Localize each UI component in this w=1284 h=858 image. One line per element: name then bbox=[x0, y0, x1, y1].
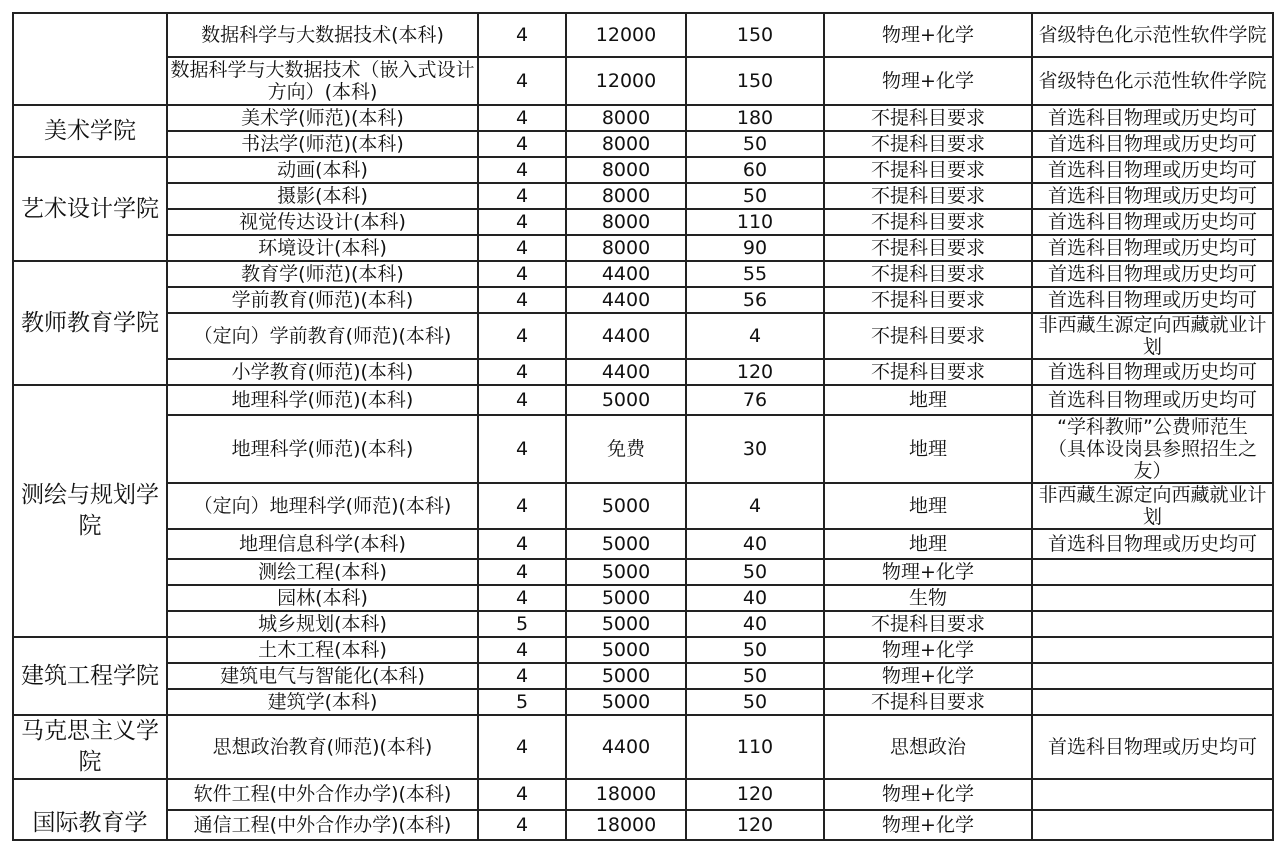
table-row bbox=[13, 359, 1273, 385]
major-cell: 建筑电气与智能化(本科) bbox=[167, 663, 478, 689]
years-cell: 4 bbox=[478, 359, 566, 385]
plan-cell: 50 bbox=[686, 183, 824, 209]
fee-cell: 18000 bbox=[566, 779, 686, 810]
plan-cell: 110 bbox=[686, 715, 824, 779]
college-cell: 教师教育学院 bbox=[13, 261, 167, 385]
years-cell: 4 bbox=[478, 715, 566, 779]
subject-cell: 不提科目要求 bbox=[824, 611, 1032, 637]
table-row bbox=[13, 483, 1273, 529]
note-cell bbox=[1032, 810, 1273, 841]
note-cell bbox=[1032, 559, 1273, 585]
table-row bbox=[13, 689, 1273, 715]
subject-cell: 物理+化学 bbox=[824, 559, 1032, 585]
major-cell: 美术学(师范)(本科) bbox=[167, 105, 478, 131]
college-cell: 建筑工程学院 bbox=[13, 637, 167, 715]
fee-cell: 4400 bbox=[566, 313, 686, 359]
plan-cell: 50 bbox=[686, 131, 824, 157]
note-line: （具体设岗县参照招生之友） bbox=[1047, 438, 1257, 482]
fee-cell: 8000 bbox=[566, 235, 686, 261]
plan-cell: 60 bbox=[686, 157, 824, 183]
table-row bbox=[13, 559, 1273, 585]
table-row bbox=[13, 415, 1273, 483]
years-cell: 5 bbox=[478, 611, 566, 637]
note-cell: 省级特色化示范性软件学院 bbox=[1032, 13, 1273, 57]
fee-cell: 5000 bbox=[566, 585, 686, 611]
note-cell: 首选科目物理或历史均可 bbox=[1032, 209, 1273, 235]
table-row bbox=[13, 13, 1273, 57]
years-cell: 4 bbox=[478, 779, 566, 810]
subject-cell: 物理+化学 bbox=[824, 13, 1032, 57]
plan-cell: 50 bbox=[686, 663, 824, 689]
years-cell: 4 bbox=[478, 313, 566, 359]
table-row bbox=[13, 611, 1273, 637]
table-row bbox=[13, 157, 1273, 183]
plan-cell: 56 bbox=[686, 287, 824, 313]
major-cell: 教育学(师范)(本科) bbox=[167, 261, 478, 287]
fee-cell: 18000 bbox=[566, 810, 686, 841]
fee-cell: 5000 bbox=[566, 611, 686, 637]
years-cell: 4 bbox=[478, 663, 566, 689]
table-row bbox=[13, 585, 1273, 611]
subject-cell: 不提科目要求 bbox=[824, 131, 1032, 157]
subject-cell: 不提科目要求 bbox=[824, 105, 1032, 131]
note-cell bbox=[1032, 663, 1273, 689]
major-cell: （定向）地理科学(师范)(本科) bbox=[167, 483, 478, 529]
years-cell: 4 bbox=[478, 157, 566, 183]
note-line: “学科教师”公费师范生 bbox=[1057, 416, 1248, 438]
table-row bbox=[13, 131, 1273, 157]
subject-cell: 物理+化学 bbox=[824, 637, 1032, 663]
plan-cell: 4 bbox=[686, 313, 824, 359]
plan-cell: 150 bbox=[686, 13, 824, 57]
major-cell: 动画(本科) bbox=[167, 157, 478, 183]
fee-cell: 免费 bbox=[566, 415, 686, 483]
major-cell: 建筑学(本科) bbox=[167, 689, 478, 715]
years-cell: 5 bbox=[478, 689, 566, 715]
note-cell bbox=[1032, 637, 1273, 663]
note-cell: 非西藏生源定向西藏就业计划 bbox=[1032, 313, 1273, 359]
note-cell bbox=[1032, 415, 1273, 483]
fee-cell: 5000 bbox=[566, 559, 686, 585]
plan-cell: 30 bbox=[686, 415, 824, 483]
table-row bbox=[13, 810, 1273, 841]
years-cell: 4 bbox=[478, 13, 566, 57]
fee-cell: 5000 bbox=[566, 483, 686, 529]
major-cell: 数据科学与大数据技术(本科) bbox=[167, 13, 478, 57]
note-cell: 首选科目物理或历史均可 bbox=[1032, 385, 1273, 415]
subject-cell: 不提科目要求 bbox=[824, 261, 1032, 287]
years-cell: 4 bbox=[478, 209, 566, 235]
years-cell: 4 bbox=[478, 585, 566, 611]
note-cell: 首选科目物理或历史均可 bbox=[1032, 287, 1273, 313]
fee-cell: 12000 bbox=[566, 13, 686, 57]
note-cell: 首选科目物理或历史均可 bbox=[1032, 131, 1273, 157]
fee-cell: 12000 bbox=[566, 57, 686, 105]
years-cell: 4 bbox=[478, 415, 566, 483]
major-cell: 土木工程(本科) bbox=[167, 637, 478, 663]
years-cell: 4 bbox=[478, 287, 566, 313]
note-cell: 首选科目物理或历史均可 bbox=[1032, 235, 1273, 261]
fee-cell: 8000 bbox=[566, 183, 686, 209]
note-cell: 非西藏生源定向西藏就业计划 bbox=[1032, 483, 1273, 529]
subject-cell: 不提科目要求 bbox=[824, 235, 1032, 261]
fee-cell: 8000 bbox=[566, 105, 686, 131]
plan-cell: 180 bbox=[686, 105, 824, 131]
years-cell: 4 bbox=[478, 105, 566, 131]
college-cell bbox=[13, 13, 167, 105]
years-cell: 4 bbox=[478, 261, 566, 287]
years-cell: 4 bbox=[478, 57, 566, 105]
college-cell: 美术学院 bbox=[13, 105, 167, 157]
table-row bbox=[13, 715, 1273, 779]
college-cell: 艺术设计学院 bbox=[13, 157, 167, 261]
subject-cell: 地理 bbox=[824, 483, 1032, 529]
note-cell: 首选科目物理或历史均可 bbox=[1032, 261, 1273, 287]
years-cell: 4 bbox=[478, 483, 566, 529]
major-cell: 思想政治教育(师范)(本科) bbox=[167, 715, 478, 779]
table-row bbox=[13, 57, 1273, 105]
table-row bbox=[13, 261, 1273, 287]
major-cell: 摄影(本科) bbox=[167, 183, 478, 209]
table-row bbox=[13, 637, 1273, 663]
plan-cell: 40 bbox=[686, 529, 824, 559]
fee-cell: 4400 bbox=[566, 359, 686, 385]
fee-cell: 4400 bbox=[566, 715, 686, 779]
note-cell bbox=[1032, 689, 1273, 715]
fee-cell: 5000 bbox=[566, 637, 686, 663]
major-cell: 地理科学(师范)(本科) bbox=[167, 385, 478, 415]
note-cell: 首选科目物理或历史均可 bbox=[1032, 183, 1273, 209]
plan-cell: 120 bbox=[686, 359, 824, 385]
subject-cell: 思想政治 bbox=[824, 715, 1032, 779]
major-cell: 园林(本科) bbox=[167, 585, 478, 611]
plan-cell: 40 bbox=[686, 585, 824, 611]
major-cell: 测绘工程(本科) bbox=[167, 559, 478, 585]
plan-cell: 50 bbox=[686, 689, 824, 715]
subject-cell: 不提科目要求 bbox=[824, 689, 1032, 715]
table-row bbox=[13, 209, 1273, 235]
fee-cell: 8000 bbox=[566, 157, 686, 183]
note-cell: 首选科目物理或历史均可 bbox=[1032, 105, 1273, 131]
note-cell: 首选科目物理或历史均可 bbox=[1032, 359, 1273, 385]
table-row bbox=[13, 385, 1273, 415]
table-row bbox=[13, 183, 1273, 209]
major-cell: 城乡规划(本科) bbox=[167, 611, 478, 637]
plan-cell: 120 bbox=[686, 779, 824, 810]
years-cell: 4 bbox=[478, 131, 566, 157]
fee-cell: 4400 bbox=[566, 261, 686, 287]
plan-cell: 90 bbox=[686, 235, 824, 261]
college-cell: 国际教育学 bbox=[13, 779, 167, 840]
years-cell: 4 bbox=[478, 183, 566, 209]
fee-cell: 4400 bbox=[566, 287, 686, 313]
plan-cell: 4 bbox=[686, 483, 824, 529]
note-cell: 首选科目物理或历史均可 bbox=[1032, 157, 1273, 183]
major-cell: （定向）学前教育(师范)(本科) bbox=[167, 313, 478, 359]
subject-cell: 物理+化学 bbox=[824, 810, 1032, 841]
plan-cell: 50 bbox=[686, 559, 824, 585]
subject-cell: 不提科目要求 bbox=[824, 313, 1032, 359]
table-row bbox=[13, 287, 1273, 313]
subject-cell: 生物 bbox=[824, 585, 1032, 611]
major-cell: 地理科学(师范)(本科) bbox=[167, 415, 478, 483]
major-cell: 学前教育(师范)(本科) bbox=[167, 287, 478, 313]
years-cell: 4 bbox=[478, 637, 566, 663]
table-row bbox=[13, 105, 1273, 131]
table-row bbox=[13, 779, 1273, 810]
major-cell: 书法学(师范)(本科) bbox=[167, 131, 478, 157]
plan-cell: 40 bbox=[686, 611, 824, 637]
major-cell: 地理信息科学(本科) bbox=[167, 529, 478, 559]
plan-cell: 50 bbox=[686, 637, 824, 663]
subject-cell: 不提科目要求 bbox=[824, 209, 1032, 235]
note-cell bbox=[1032, 585, 1273, 611]
subject-cell: 不提科目要求 bbox=[824, 183, 1032, 209]
plan-cell: 76 bbox=[686, 385, 824, 415]
major-cell: 小学教育(师范)(本科) bbox=[167, 359, 478, 385]
subject-cell: 地理 bbox=[824, 385, 1032, 415]
subject-cell: 不提科目要求 bbox=[824, 157, 1032, 183]
subject-cell: 不提科目要求 bbox=[824, 359, 1032, 385]
plan-cell: 55 bbox=[686, 261, 824, 287]
college-cell: 马克思主义学院 bbox=[13, 715, 167, 779]
admission-plan-table bbox=[12, 12, 1274, 841]
subject-cell: 地理 bbox=[824, 529, 1032, 559]
subject-cell: 物理+化学 bbox=[824, 57, 1032, 105]
plan-cell: 120 bbox=[686, 810, 824, 841]
major-cell: 软件工程(中外合作办学)(本科) bbox=[167, 779, 478, 810]
fee-cell: 5000 bbox=[566, 689, 686, 715]
table-row bbox=[13, 313, 1273, 359]
plan-cell: 110 bbox=[686, 209, 824, 235]
major-cell: 视觉传达设计(本科) bbox=[167, 209, 478, 235]
years-cell: 4 bbox=[478, 559, 566, 585]
years-cell: 4 bbox=[478, 810, 566, 841]
major-cell: 通信工程(中外合作办学)(本科) bbox=[167, 810, 478, 841]
subject-cell: 地理 bbox=[824, 415, 1032, 483]
table-row bbox=[13, 529, 1273, 559]
college-cell: 测绘与规划学院 bbox=[13, 385, 167, 637]
years-cell: 4 bbox=[478, 529, 566, 559]
major-cell: 数据科学与大数据技术（嵌入式设计方向）(本科) bbox=[167, 57, 478, 105]
years-cell: 4 bbox=[478, 385, 566, 415]
table-row bbox=[13, 663, 1273, 689]
subject-cell: 不提科目要求 bbox=[824, 287, 1032, 313]
major-cell: 环境设计(本科) bbox=[167, 235, 478, 261]
years-cell: 4 bbox=[478, 235, 566, 261]
note-cell bbox=[1032, 611, 1273, 637]
fee-cell: 5000 bbox=[566, 663, 686, 689]
table-row bbox=[13, 235, 1273, 261]
note-cell: 首选科目物理或历史均可 bbox=[1032, 529, 1273, 559]
subject-cell: 物理+化学 bbox=[824, 779, 1032, 810]
fee-cell: 5000 bbox=[566, 385, 686, 415]
subject-cell: 物理+化学 bbox=[824, 663, 1032, 689]
plan-cell: 150 bbox=[686, 57, 824, 105]
note-cell: 省级特色化示范性软件学院 bbox=[1032, 57, 1273, 105]
fee-cell: 8000 bbox=[566, 131, 686, 157]
note-cell: 首选科目物理或历史均可 bbox=[1032, 715, 1273, 779]
fee-cell: 5000 bbox=[566, 529, 686, 559]
note-cell bbox=[1032, 779, 1273, 810]
fee-cell: 8000 bbox=[566, 209, 686, 235]
